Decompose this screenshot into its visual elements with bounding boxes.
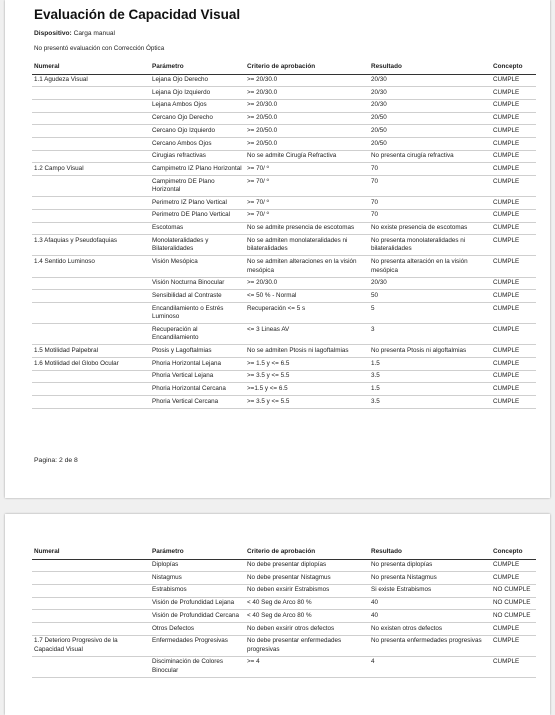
header-numeral: Numeral xyxy=(32,60,150,74)
criterio-cell: >= 20/30.0 xyxy=(245,74,369,87)
resultado-cell: No presenta diplopías xyxy=(369,559,491,572)
resultado-cell: 20/50 xyxy=(369,112,491,125)
criterio-cell: No debe presentar Nistagmus xyxy=(245,572,369,585)
parametro-cell: Enfermedades Progresivas xyxy=(150,635,245,656)
numeral-cell xyxy=(32,303,150,324)
numeral-cell: 1.1 Agudeza Visual xyxy=(32,74,150,87)
device-label: Dispositivo: xyxy=(34,30,72,37)
table-row xyxy=(32,324,536,345)
numeral-cell xyxy=(32,99,150,112)
header-numeral: Numeral xyxy=(32,545,150,559)
concepto-cell: CUMPLE xyxy=(491,125,536,138)
resultado-cell: 20/30 xyxy=(369,74,491,87)
criterio-cell: >= 20/30.0 xyxy=(245,277,369,290)
numeral-cell: 1.6 Motilidad del Globo Ocular xyxy=(32,358,150,371)
resultado-cell: 3 xyxy=(369,324,491,345)
criterio-cell: Recuperación <= 5 s xyxy=(245,303,369,324)
criterio-cell: >= 20/30.0 xyxy=(245,99,369,112)
table-row xyxy=(32,176,536,197)
table-row xyxy=(32,209,536,222)
concepto-cell: CUMPLE xyxy=(491,137,536,150)
table-row xyxy=(32,150,536,163)
resultado-cell: No presenta Ptosis ni algoftalmias xyxy=(369,345,491,358)
parametro-cell: Otros Defectos xyxy=(150,622,245,635)
numeral-cell xyxy=(32,290,150,303)
resultado-cell: 5 xyxy=(369,303,491,324)
concepto-cell: CUMPLE xyxy=(491,222,536,235)
resultado-cell: No presenta monolateralidades ni bilateralidades xyxy=(369,235,491,256)
numeral-cell xyxy=(32,622,150,635)
concepto-cell: CUMPLE xyxy=(491,370,536,383)
concepto-cell: CUMPLE xyxy=(491,209,536,222)
header-resultado: Resultado xyxy=(369,545,491,559)
numeral-cell xyxy=(32,150,150,163)
concepto-cell: CUMPLE xyxy=(491,303,536,324)
parametro-cell: Lejana Ojo Derecho xyxy=(150,74,245,87)
optical-correction-note: No presentó evaluación con Corrección Óptica xyxy=(34,45,165,52)
parametro-cell: Visión de Profundidad Cercana xyxy=(150,610,245,623)
numeral-cell xyxy=(32,125,150,138)
numeral-cell xyxy=(32,137,150,150)
numeral-cell xyxy=(32,277,150,290)
parametro-cell: Escotomas xyxy=(150,222,245,235)
resultado-cell: 4 xyxy=(369,656,491,677)
criterio-cell: >= 20/50.0 xyxy=(245,125,369,138)
table-row xyxy=(32,383,536,396)
criterio-cell: >= 3.5 y <= 5.5 xyxy=(245,396,369,409)
criterio-cell: No se admiten Ptosis ni lagoftalmias xyxy=(245,345,369,358)
parametro-cell: Cirugias refractivas xyxy=(150,150,245,163)
parametro-cell: Cercano Ojo Izquierdo xyxy=(150,125,245,138)
table-row xyxy=(32,125,536,138)
resultado-cell: 70 xyxy=(369,197,491,210)
parametro-cell: Cercano Ojo Derecho xyxy=(150,112,245,125)
table-row xyxy=(32,358,536,371)
parametro-cell: Encandilamiento o Estrés Luminoso xyxy=(150,303,245,324)
parametro-cell: Cercano Ambos Ojos xyxy=(150,137,245,150)
concepto-cell: CUMPLE xyxy=(491,256,536,277)
numeral-cell xyxy=(32,324,150,345)
concepto-cell: CUMPLE xyxy=(491,656,536,677)
parametro-cell: Visión Mesópica xyxy=(150,256,245,277)
header-resultado: Resultado xyxy=(369,60,491,74)
parametro-cell: Phoria Horizontal Lejana xyxy=(150,358,245,371)
parametro-cell: Monolateralidades y Bilateralidades xyxy=(150,235,245,256)
numeral-cell xyxy=(32,572,150,585)
table-row xyxy=(32,163,536,176)
resultado-cell: 20/50 xyxy=(369,137,491,150)
criterio-cell: <= 50 % - Normal xyxy=(245,290,369,303)
concepto-cell: CUMPLE xyxy=(491,277,536,290)
criterio-cell: >= 20/50.0 xyxy=(245,137,369,150)
concepto-cell: CUMPLE xyxy=(491,635,536,656)
concepto-cell: CUMPLE xyxy=(491,74,536,87)
table-row xyxy=(32,584,536,597)
evaluation-table-page-1 xyxy=(32,60,536,409)
criterio-cell: >= 70/ º xyxy=(245,197,369,210)
parametro-cell: Phoria Vertical Lejana xyxy=(150,370,245,383)
criterio-cell: >= 20/30.0 xyxy=(245,87,369,100)
numeral-cell: 1.4 Sentido Luminoso xyxy=(32,256,150,277)
table-row xyxy=(32,572,536,585)
concepto-cell: CUMPLE xyxy=(491,150,536,163)
document-title: Evaluación de Capacidad Visual xyxy=(34,7,241,22)
criterio-cell: >= 20/50.0 xyxy=(245,112,369,125)
concepto-cell: CUMPLE xyxy=(491,396,536,409)
criterio-cell: No se admiten monolateralidades ni bilateralidades xyxy=(245,235,369,256)
evaluation-table-page-2 xyxy=(32,545,536,678)
criterio-cell: No se admiten alteraciones en la visión mesópica xyxy=(245,256,369,277)
table-row xyxy=(32,137,536,150)
table-row xyxy=(32,559,536,572)
device-line xyxy=(34,30,115,37)
numeral-cell: 1.3 Afaquias y Pseudofaquias xyxy=(32,235,150,256)
table-row xyxy=(32,635,536,656)
numeral-cell xyxy=(32,383,150,396)
concepto-cell: CUMPLE xyxy=(491,197,536,210)
table-row xyxy=(32,99,536,112)
numeral-cell xyxy=(32,176,150,197)
table-row xyxy=(32,290,536,303)
parametro-cell: Nistagmus xyxy=(150,572,245,585)
concepto-cell: CUMPLE xyxy=(491,87,536,100)
parametro-cell: Lejana Ojo Izquierdo xyxy=(150,87,245,100)
parametro-cell: Visión Nocturna Binocular xyxy=(150,277,245,290)
criterio-cell: No debe presentar diplopías xyxy=(245,559,369,572)
parametro-cell: Perimetro IZ Plano Vertical xyxy=(150,197,245,210)
resultado-cell: 40 xyxy=(369,610,491,623)
concepto-cell: CUMPLE xyxy=(491,622,536,635)
concepto-cell: CUMPLE xyxy=(491,559,536,572)
table-row xyxy=(32,597,536,610)
resultado-cell: 70 xyxy=(369,209,491,222)
resultado-cell: No presenta cirugía refractiva xyxy=(369,150,491,163)
resultado-cell: 20/30 xyxy=(369,99,491,112)
criterio-cell: >= 70/ º xyxy=(245,209,369,222)
device-value: Carga manual xyxy=(73,30,115,37)
numeral-cell xyxy=(32,396,150,409)
criterio-cell: No deben exsirir Estrabismos xyxy=(245,584,369,597)
table-row xyxy=(32,622,536,635)
header-concepto: Concepto xyxy=(491,60,536,74)
table-row xyxy=(32,396,536,409)
table-row xyxy=(32,277,536,290)
resultado-cell: 1.5 xyxy=(369,358,491,371)
table-row xyxy=(32,197,536,210)
criterio-cell: >= 3.5 y <= 5.5 xyxy=(245,370,369,383)
parametro-cell: Phoria Horizontal Cercana xyxy=(150,383,245,396)
numeral-cell xyxy=(32,597,150,610)
resultado-cell: No existe presencia de escotomas xyxy=(369,222,491,235)
resultado-cell: No presenta Nistagmus xyxy=(369,572,491,585)
numeral-cell xyxy=(32,370,150,383)
table-header-row xyxy=(32,545,536,559)
criterio-cell: >= 1.5 y <= 6.5 xyxy=(245,358,369,371)
header-parametro: Parámetro xyxy=(150,60,245,74)
criterio-cell: No deben exsirir otros defectos xyxy=(245,622,369,635)
concepto-cell: CUMPLE xyxy=(491,358,536,371)
parametro-cell: Estrabismos xyxy=(150,584,245,597)
criterio-cell: >= 4 xyxy=(245,656,369,677)
criterio-cell: No se admite Cirugía Refractiva xyxy=(245,150,369,163)
header-criterio: Criterio de aprobación xyxy=(245,545,369,559)
table-row xyxy=(32,656,536,677)
table-row xyxy=(32,87,536,100)
concepto-cell: CUMPLE xyxy=(491,572,536,585)
criterio-cell: >= 70/ º xyxy=(245,163,369,176)
concepto-cell: CUMPLE xyxy=(491,235,536,256)
criterio-cell: No se admite presencia de escotomas xyxy=(245,222,369,235)
numeral-cell xyxy=(32,209,150,222)
table-row xyxy=(32,112,536,125)
numeral-cell xyxy=(32,197,150,210)
table-row xyxy=(32,256,536,277)
table-row xyxy=(32,303,536,324)
concepto-cell: CUMPLE xyxy=(491,112,536,125)
table-row xyxy=(32,610,536,623)
resultado-cell: Si existe Estrabismos xyxy=(369,584,491,597)
resultado-cell: 40 xyxy=(369,597,491,610)
numeral-cell xyxy=(32,656,150,677)
resultado-cell: 3.5 xyxy=(369,370,491,383)
numeral-cell: 1.2 Campo Visual xyxy=(32,163,150,176)
header-concepto: Concepto xyxy=(491,545,536,559)
numeral-cell: 1.5 Motilidad Palpebral xyxy=(32,345,150,358)
document-page-1 xyxy=(5,0,550,498)
resultado-cell: No presenta enfermedades progresivas xyxy=(369,635,491,656)
criterio-cell: >= 70/ º xyxy=(245,176,369,197)
resultado-cell: 20/50 xyxy=(369,125,491,138)
document-page-2 xyxy=(5,514,550,715)
criterio-cell: <= 3 Lineas AV xyxy=(245,324,369,345)
table-row xyxy=(32,345,536,358)
parametro-cell: Campimetro IZ Plano Horizontal xyxy=(150,163,245,176)
concepto-cell: NO CUMPLE xyxy=(491,597,536,610)
page-number: Pagina: 2 de 8 xyxy=(34,457,78,464)
table-header-row xyxy=(32,60,536,74)
numeral-cell: 1.7 Deterioro Progresivo de la Capacidad Visual xyxy=(32,635,150,656)
resultado-cell: No existen otros defectos xyxy=(369,622,491,635)
parametro-cell: Campimetro DE Plano Horizontal xyxy=(150,176,245,197)
table-row xyxy=(32,235,536,256)
table-row xyxy=(32,74,536,87)
resultado-cell: 70 xyxy=(369,163,491,176)
concepto-cell: CUMPLE xyxy=(491,345,536,358)
concepto-cell: CUMPLE xyxy=(491,176,536,197)
parametro-cell: Visión de Profundidad Lejana xyxy=(150,597,245,610)
parametro-cell: Lejana Ambos Ojos xyxy=(150,99,245,112)
concepto-cell: CUMPLE xyxy=(491,163,536,176)
table-row xyxy=(32,222,536,235)
numeral-cell xyxy=(32,222,150,235)
numeral-cell xyxy=(32,112,150,125)
criterio-cell: No debe presentar enfermedades progresivas xyxy=(245,635,369,656)
criterio-cell: < 40 Seg de Arco 80 % xyxy=(245,610,369,623)
parametro-cell: Phoria Vertical Cercana xyxy=(150,396,245,409)
parametro-cell: Ptosis y Lagoftalmias xyxy=(150,345,245,358)
concepto-cell: CUMPLE xyxy=(491,383,536,396)
parametro-cell: Perimetro DE Plano Vertical xyxy=(150,209,245,222)
parametro-cell: Recuperación al Encandilamiento xyxy=(150,324,245,345)
criterio-cell: < 40 Seg de Arco 80 % xyxy=(245,597,369,610)
parametro-cell: Disciminación de Colores Binocular xyxy=(150,656,245,677)
numeral-cell xyxy=(32,610,150,623)
resultado-cell: 1.5 xyxy=(369,383,491,396)
header-parametro: Parámetro xyxy=(150,545,245,559)
resultado-cell: 20/30 xyxy=(369,87,491,100)
table-row xyxy=(32,370,536,383)
numeral-cell xyxy=(32,584,150,597)
criterio-cell: >=1.5 y <= 6.5 xyxy=(245,383,369,396)
concepto-cell: CUMPLE xyxy=(491,290,536,303)
resultado-cell: 70 xyxy=(369,176,491,197)
resultado-cell: 20/30 xyxy=(369,277,491,290)
header-criterio: Criterio de aprobación xyxy=(245,60,369,74)
parametro-cell: Diplopías xyxy=(150,559,245,572)
parametro-cell: Sensibilidad al Contraste xyxy=(150,290,245,303)
resultado-cell: No presenta alteración en la visión mesópica xyxy=(369,256,491,277)
numeral-cell xyxy=(32,559,150,572)
concepto-cell: NO CUMPLE xyxy=(491,610,536,623)
concepto-cell: NO CUMPLE xyxy=(491,584,536,597)
concepto-cell: CUMPLE xyxy=(491,99,536,112)
concepto-cell: CUMPLE xyxy=(491,324,536,345)
numeral-cell xyxy=(32,87,150,100)
resultado-cell: 50 xyxy=(369,290,491,303)
resultado-cell: 3.5 xyxy=(369,396,491,409)
